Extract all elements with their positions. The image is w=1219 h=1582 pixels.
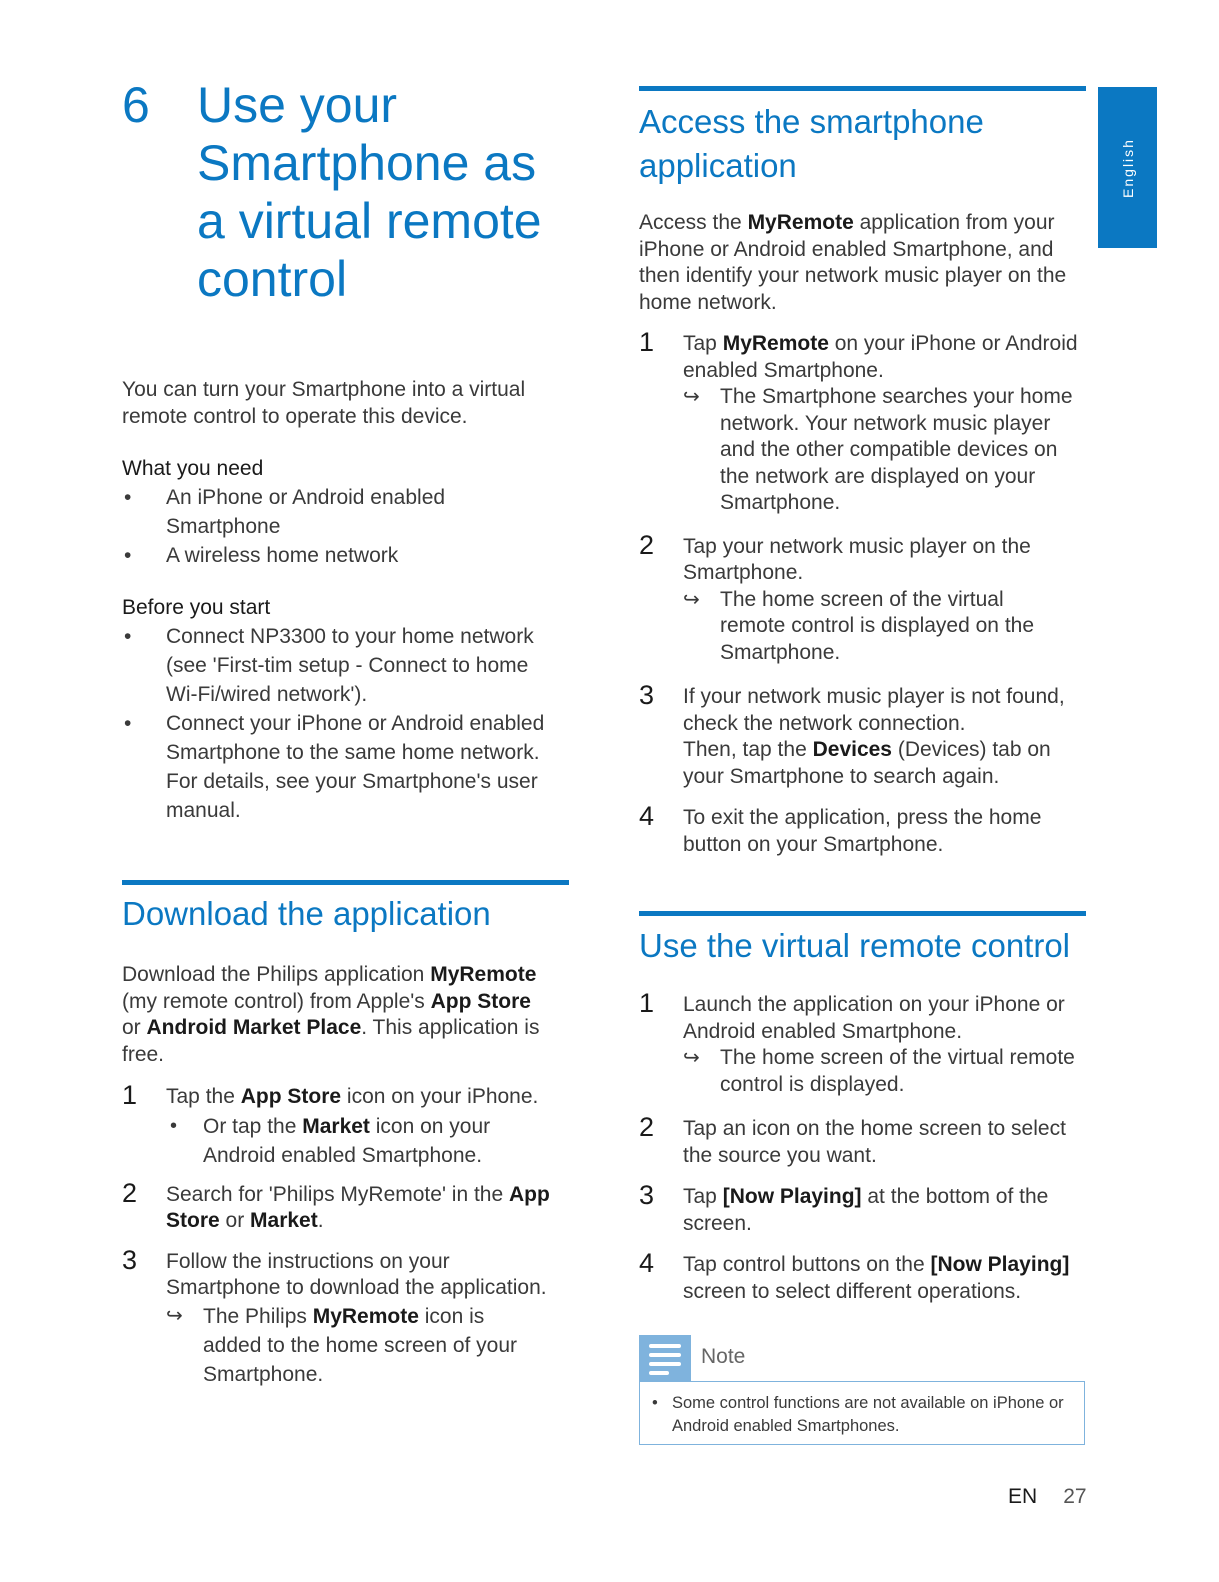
download-title: Download the application (122, 895, 491, 932)
note-text: Some control functions are not available on iPhone or (672, 1394, 1064, 1412)
note-label: Note (701, 1345, 746, 1368)
before-you-start-list (122, 622, 572, 825)
access-step-3: 3 If your network music player is not found, check the network connection. Then, tap the Devices (Devices) tab on your Smartphone to search again. (639, 680, 1065, 788)
download-intro: Download the Philips application MyRemote (my remote control) from Apple's App Store or Android Market Place. This application is free. (122, 963, 540, 1066)
note-header (639, 1335, 1087, 1381)
access-step-4: 4 To exit the application, press the home button on your Smartphone. (639, 801, 1042, 856)
list-item: • Connect your iPhone or Android enabled Smartphone to the same home network. For details, see your Smartphone's user manual. (124, 712, 545, 822)
before-you-start-heading: Before you start (122, 596, 271, 619)
access-intro: Access the MyRemote application from your iPhone or Android enabled Smartphone, and then identify your network music player on the home network. (639, 211, 1067, 314)
chapter-title (197, 76, 597, 308)
section-rule (639, 86, 1086, 91)
list-item: • An iPhone or Android enabled Smartphone (124, 486, 446, 538)
footer-language: EN (1008, 1485, 1038, 1508)
page-number: 27 (1063, 1485, 1087, 1508)
note-box: • Some control functions are not available on iPhone or Android enabled Smartphones. (639, 1381, 1085, 1445)
what-you-need (122, 455, 572, 570)
chapter-title-line: control (197, 251, 348, 307)
use-step-4: 4 Tap control buttons on the [Now Playing] screen to select different operations. (639, 1248, 1070, 1303)
download-step-1-sub: • Or tap the Market icon on your Android enabled Smartphone. (170, 1114, 491, 1167)
download-step-3: 3 Follow the instructions on your Smartphone to download the application. ↪ The Philips MyRemote icon is added to the home screen of your Smartphone. (122, 1249, 569, 1389)
chapter-title-line: a virtual remote (197, 193, 542, 249)
what-you-need-list (122, 483, 572, 570)
section-rule (639, 911, 1086, 916)
chapter-number: 6 (122, 77, 150, 133)
use-step-1-sub: ↪ The home screen of the virtual remote control is displayed. (683, 1046, 1075, 1096)
access-section (639, 86, 1086, 858)
what-you-need-heading: What you need (122, 457, 264, 480)
use-steps (639, 988, 1086, 1305)
download-section (122, 880, 569, 1389)
page-footer (1008, 1485, 1087, 1509)
access-step-2: 2 Tap your network music player on the Smartphone. ↪ The home screen of the virtual remote control is displayed on the Smartphone. (639, 534, 1086, 667)
access-step-2-sub: ↪ The home screen of the virtual remote control is displayed on the Smartphone. (683, 587, 1035, 664)
access-title: Access the smartphone application (639, 103, 984, 184)
intro-text: You can turn your Smartphone into a virtual remote control to operate this device. (122, 378, 526, 428)
chapter-title-line: Smartphone as (197, 135, 537, 191)
access-step-1: 1 Tap MyRemote on your iPhone or Android enabled Smartphone. ↪ The Smartphone searches your home network. Your network music player and the other compatible devices on the network are displayed on your Smartphone. (639, 331, 1086, 517)
use-section (639, 911, 1086, 1305)
note-icon (639, 1335, 691, 1381)
download-step-3-sub: ↪ The Philips MyRemote icon is added to the home screen of your Smartphone. (166, 1304, 518, 1386)
access-step-1-sub: ↪ The Smartphone searches your home network. Your network music player and the other compatible devices on the network are displayed on your Smartphone. (683, 385, 1073, 514)
before-you-start (122, 594, 572, 825)
use-step-3: 3 Tap [Now Playing] at the bottom of the screen. (639, 1180, 1049, 1235)
use-step-2: 2 Tap an icon on the home screen to select the source you want. (639, 1112, 1066, 1167)
access-steps (639, 327, 1086, 858)
intro-block (122, 377, 572, 430)
list-item: • Connect NP3300 to your home network (see 'First-tim setup - Connect to home Wi-Fi/wired network'). (124, 625, 534, 706)
list-item: • A wireless home network (124, 544, 399, 567)
chapter-title-line: Use your (197, 77, 398, 133)
download-steps (122, 1080, 569, 1389)
section-rule (122, 880, 569, 885)
use-title: Use the virtual remote control (639, 927, 1071, 964)
language-tab-label: English (1119, 137, 1136, 198)
note-text: Android enabled Smartphones. (672, 1417, 900, 1435)
download-step-2: 2 Search for 'Philips MyRemote' in the App Store or Market. (122, 1177, 550, 1232)
language-tab (1098, 87, 1157, 248)
download-step-1: 1 Tap the App Store icon on your iPhone. • Or tap the Market icon on your Android enabled Smartphone. (122, 1084, 569, 1170)
use-step-1: 1 Launch the application on your iPhone or Android enabled Smartphone. ↪ The home screen of the virtual remote control is displayed. (639, 992, 1086, 1098)
